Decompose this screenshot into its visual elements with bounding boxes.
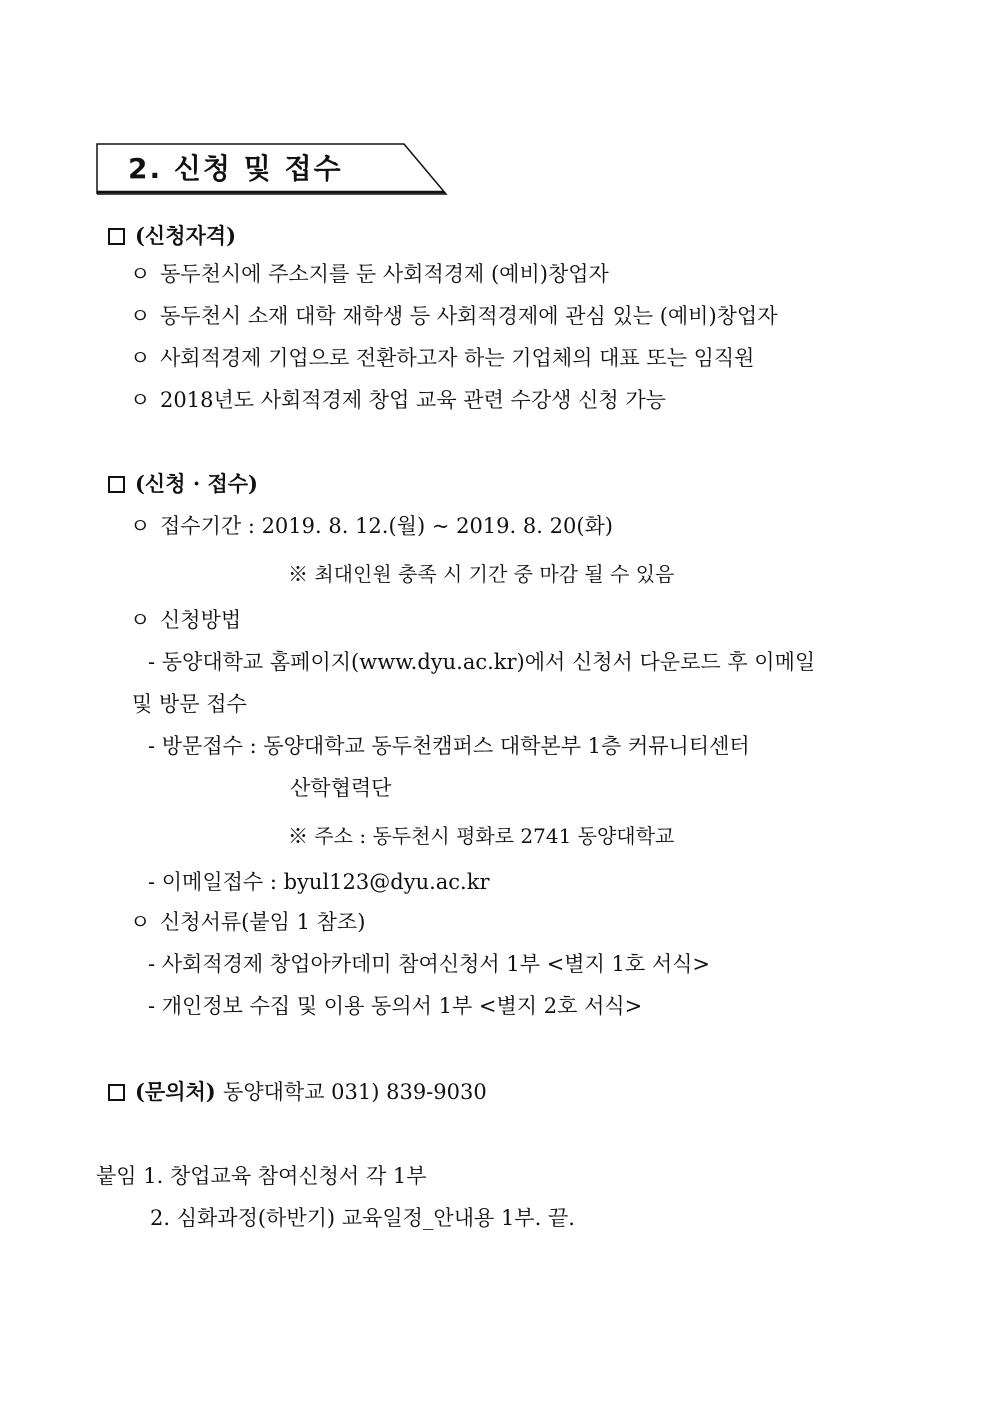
method-line-2: 및 방문 접수	[132, 692, 247, 716]
method-line-1: - 동양대학교 홈페이지(www.dyu.ac.kr)에서 신청서 다운로드 후 이메일	[148, 650, 816, 674]
contact-info: 동양대학교 031) 839-9030	[223, 1080, 487, 1104]
period-note: ※ 최대인원 충족 시 기간 중 마감 될 수 있음	[288, 562, 675, 586]
section3-heading-text: (문의처)	[135, 1079, 216, 1104]
section3-heading	[108, 1078, 487, 1106]
list-item-text: 동두천시에 주소지를 둔 사회적경제 (예비)창업자	[160, 262, 609, 286]
list-item	[130, 908, 365, 936]
bullet-circle-icon: ㅇ	[130, 346, 151, 370]
doc-item-1: - 사회적경제 창업아카데미 참여신청서 1부 <별지 1호 서식>	[148, 952, 711, 976]
application-period: 접수기간 : 2019. 8. 12.(월) ~ 2019. 8. 20(화)	[160, 514, 613, 538]
section1-heading-text: (신청자격)	[135, 223, 237, 248]
checkbox-square-icon	[108, 1084, 125, 1101]
email-line: - 이메일접수 : byul123@dyu.ac.kr	[148, 870, 490, 894]
bullet-circle-icon: ㅇ	[130, 388, 151, 412]
list-item-text: 2018년도 사회적경제 창업 교육 관련 수강생 신청 가능	[160, 388, 666, 412]
attachment-line-2: 2. 심화과정(하반기) 교육일정_안내용 1부. 끝.	[150, 1206, 575, 1230]
doc-item-2: - 개인정보 수집 및 이용 동의서 1부 <별지 2호 서식>	[148, 994, 643, 1018]
bullet-circle-icon: ㅇ	[130, 910, 151, 934]
list-item	[130, 260, 609, 288]
section1-heading	[108, 222, 236, 250]
bullet-circle-icon: ㅇ	[130, 514, 151, 538]
method-title: 신청방법	[160, 608, 242, 632]
attachment-line-1: 붙임 1. 창업교육 참여신청서 각 1부	[96, 1164, 427, 1188]
address-note: ※ 주소 : 동두천시 평화로 2741 동양대학교	[288, 824, 675, 848]
list-item	[130, 386, 666, 414]
section2-heading-text: (신청 · 접수)	[135, 471, 258, 496]
section-title-box	[96, 143, 448, 195]
list-item	[130, 344, 754, 372]
section2-heading	[108, 470, 258, 498]
list-item	[130, 606, 241, 634]
bullet-circle-icon: ㅇ	[130, 608, 151, 632]
checkbox-square-icon	[108, 476, 125, 493]
checkbox-square-icon	[108, 228, 125, 245]
docs-title: 신청서류(붙임 1 참조)	[160, 910, 366, 934]
list-item-text: 사회적경제 기업으로 전환하고자 하는 기업체의 대표 또는 임직원	[160, 346, 755, 370]
visit-line-1: - 방문접수 : 동양대학교 동두천캠퍼스 대학본부 1층 커뮤니티센터	[148, 734, 750, 758]
list-item-text: 동두천시 소재 대학 재학생 등 사회적경제에 관심 있는 (예비)창업자	[160, 304, 778, 328]
list-item	[130, 512, 613, 540]
visit-line-2: 산학협력단	[290, 776, 392, 800]
bullet-circle-icon: ㅇ	[130, 304, 151, 328]
page-title: 2. 신청 및 접수	[128, 152, 343, 185]
list-item	[130, 302, 778, 330]
bullet-circle-icon: ㅇ	[130, 262, 151, 286]
